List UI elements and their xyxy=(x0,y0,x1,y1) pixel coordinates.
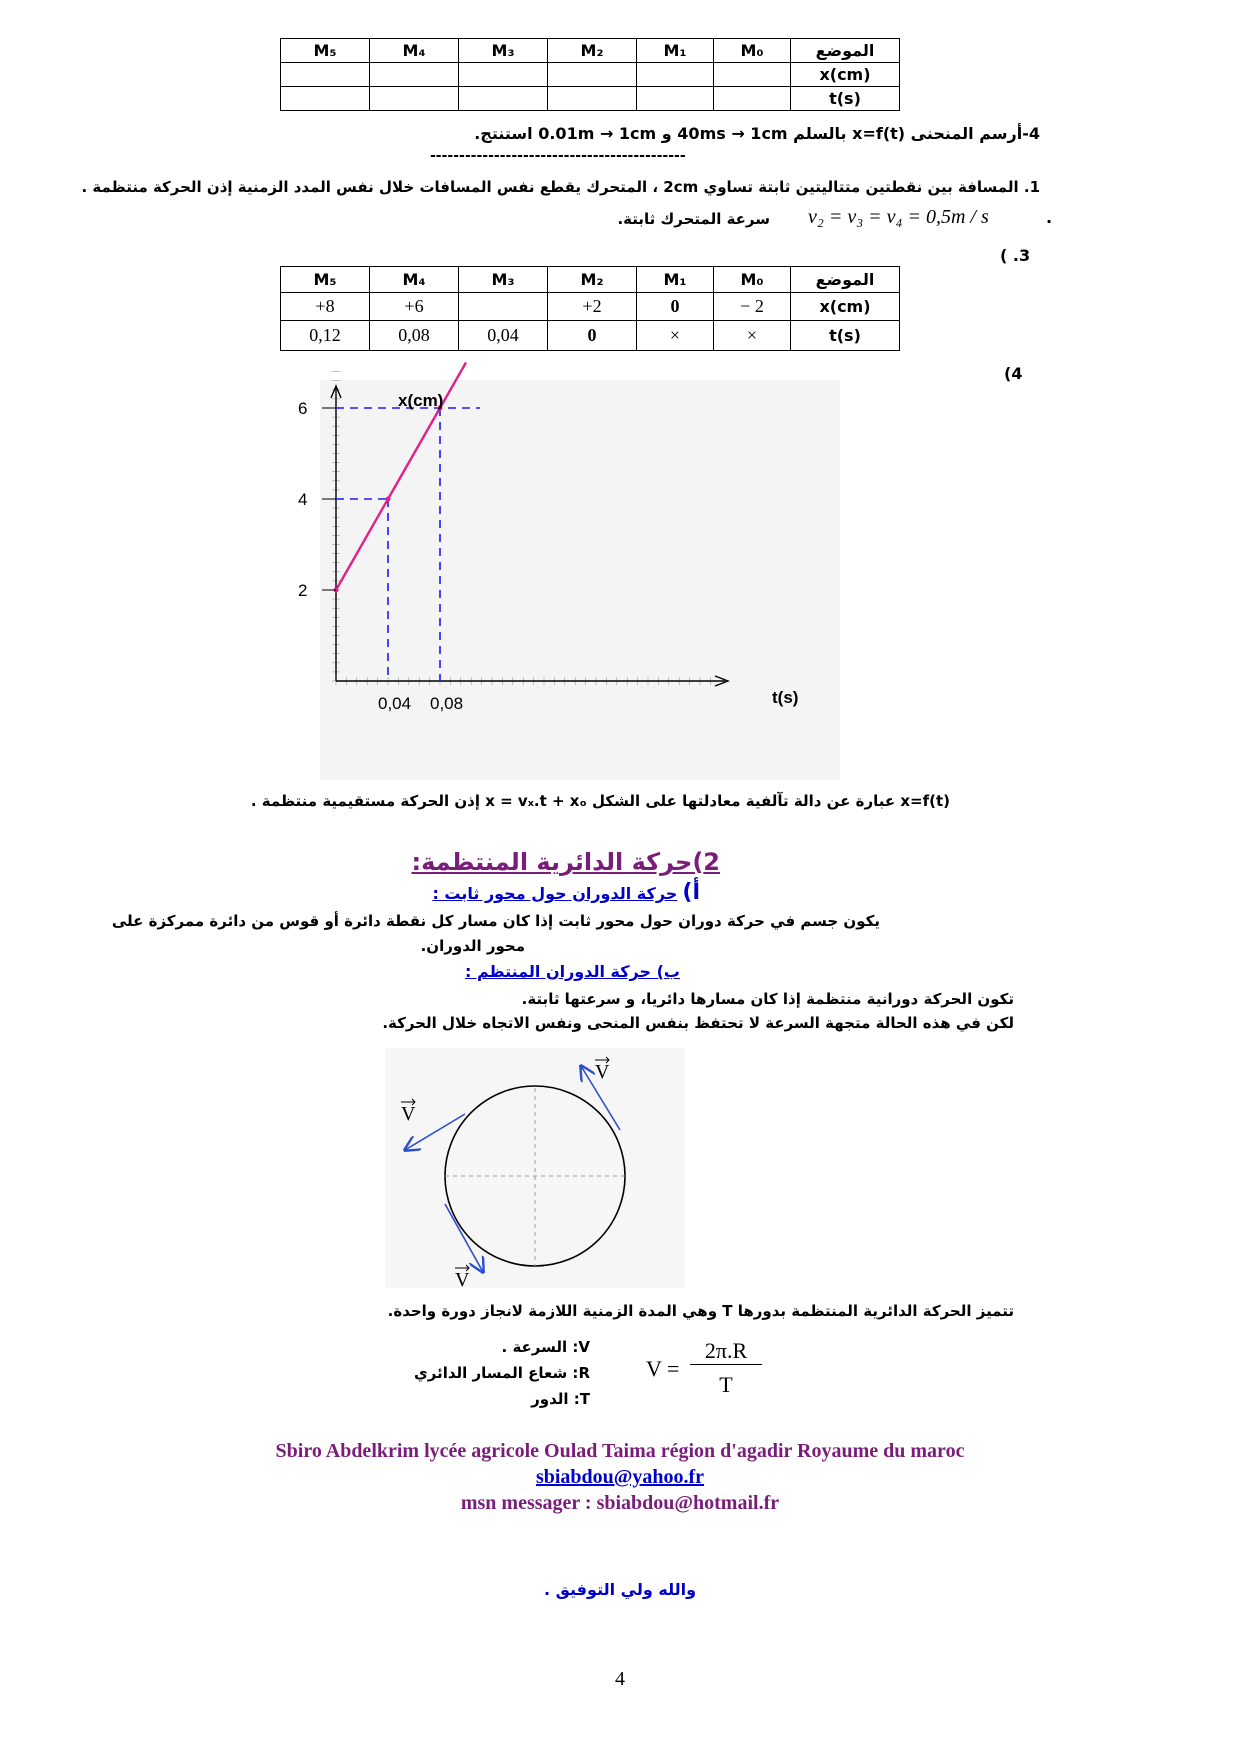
answer-4-label: (4 xyxy=(1004,364,1023,383)
sub-b-line-2: لكن في هذه الحالة متجهة السرعة لا تحتفظ بنفس المنحى ونفس الاتجاه خلال الحركة. xyxy=(382,1014,1014,1032)
header-position: الموضع xyxy=(791,267,900,293)
x-value-m5: +8 xyxy=(281,293,370,321)
sub-b-line-1: تكون الحركة دورانية منتظمة إذا كان مسارها دائريا، و سرعتها ثابتة. xyxy=(521,990,1014,1008)
header-m1: M₁ xyxy=(637,267,714,293)
y-tick-label: 2 xyxy=(298,581,308,600)
y-tick-label: 4 xyxy=(298,490,308,509)
circular-motion-figure xyxy=(385,1048,685,1291)
legend-r: R: شعاع المسار الدائري xyxy=(414,1364,590,1382)
closing-phrase: والله ولي التوفيق . xyxy=(543,1580,697,1599)
formula-denominator: T xyxy=(719,1372,733,1397)
t-value-m2: 0 xyxy=(548,321,637,351)
header-m4: M₄ xyxy=(370,39,459,63)
author-line: Sbiro Abdelkrim lycée agricole Oulad Taima région d'agadir Royaume du maroc xyxy=(275,1440,965,1462)
period-text: تتميز الحركة الدائرية المنتظمة بدورها T وهي المدة الزمنية اللازمة لانجاز دورة واحدة. xyxy=(387,1302,1014,1320)
t-value-m5: 0,12 xyxy=(281,321,370,351)
section-2-title: 2)حركة الدائرية المنتظمة: xyxy=(411,848,720,876)
speed-equation: v₂ = v₃ = v₄ = 0,5m / s xyxy=(808,206,989,228)
vector-label-left: V xyxy=(401,1103,416,1125)
header-m1: M₁ xyxy=(637,39,714,63)
row-label-x: x(cm) xyxy=(791,63,900,87)
t-value-m1: × xyxy=(637,321,714,351)
formula-lhs: V = xyxy=(646,1356,680,1381)
answer-1-text: 1. المسافة بين نقطتين متتاليتين ثابتة تساوي 2cm ، المتحرك يقطع نفس المسافات خلال نفس المدد الزمنية إذن الحركة منتظمة . xyxy=(81,178,1040,196)
row-label-t: t(s) xyxy=(791,321,900,351)
answer-1-speed-label: سرعة المتحرك ثابتة. xyxy=(617,210,770,228)
x-tick-label: 0,04 xyxy=(378,694,412,713)
x-value-m2: +2 xyxy=(548,293,637,321)
header-m3: M₃ xyxy=(459,39,548,63)
y-tick-label: 6 xyxy=(298,399,308,418)
y-axis-label: x(cm) xyxy=(398,391,444,410)
header-m2: M₂ xyxy=(548,267,637,293)
graph-conclusion: x=f(t) عبارة عن دالة تآلفية معادلتها على الشكل x = vₓ.t + xₒ إذن الحركة مستقيمية منتظمة . xyxy=(250,792,950,810)
x-value-m4: +6 xyxy=(370,293,459,321)
row-label-t: t(s) xyxy=(791,87,900,111)
t-value-m4: 0,08 xyxy=(370,321,459,351)
header-m5: M₅ xyxy=(281,39,370,63)
sub-a-text: يكون جسم في حركة دوران حول محور ثابت إذا كان مسار كل نقطة دائرة أو قوس من دائرة ممركزة على xyxy=(111,912,880,930)
answer-3-label: ( .3 xyxy=(1000,246,1031,265)
sub-a-text-cont: محور الدوران. xyxy=(420,937,525,955)
formula-numerator: 2π.R xyxy=(690,1338,762,1365)
page-number: 4 xyxy=(615,1668,625,1690)
header-position: الموضع xyxy=(791,39,900,63)
data-point xyxy=(386,497,391,502)
position-table-filled xyxy=(280,266,900,351)
x-tick-label: 0,08 xyxy=(430,694,464,713)
x-value-m1: 0 xyxy=(637,293,714,321)
t-value-m3: 0,04 xyxy=(459,321,548,351)
header-m4: M₄ xyxy=(370,267,459,293)
vector-label-top: V xyxy=(595,1061,610,1083)
header-m5: M₅ xyxy=(281,267,370,293)
author-email-link[interactable]: sbiabdou@yahoo.fr xyxy=(535,1466,705,1488)
header-m0: M₀ xyxy=(714,267,791,293)
row-label-x: x(cm) xyxy=(791,293,900,321)
vector-label-bottom: V xyxy=(455,1269,470,1291)
x-value-m3 xyxy=(459,293,548,321)
x-value-m0: − 2 xyxy=(714,293,791,321)
separator-line: -------------------------------------------- xyxy=(430,148,686,164)
header-m3: M₃ xyxy=(459,267,548,293)
header-m0: M₀ xyxy=(714,39,791,63)
answer-1-dot: . xyxy=(1046,208,1053,227)
sub-a-marker: أ) xyxy=(682,880,700,905)
position-time-chart xyxy=(298,380,840,780)
position-table-empty xyxy=(280,38,900,111)
sub-a-title: حركة الدوران حول محور ثابت : xyxy=(432,884,678,903)
sub-b-title: ب) حركة الدوران المنتظم : xyxy=(464,962,680,981)
msn-line: msn messager : sbiabdou@hotmail.fr xyxy=(460,1492,780,1514)
legend-v: V: السرعة . xyxy=(501,1338,590,1356)
t-value-m0: × xyxy=(714,321,791,351)
header-m2: M₂ xyxy=(548,39,637,63)
x-axis-label: t(s) xyxy=(772,688,799,707)
question-4-instruction: 4-أرسم المنحنى x=f(t) بالسلم 40ms → 1cm و 0.01m → 1cm استنتج. xyxy=(474,124,1040,143)
legend-t: T: الدور xyxy=(531,1390,590,1408)
